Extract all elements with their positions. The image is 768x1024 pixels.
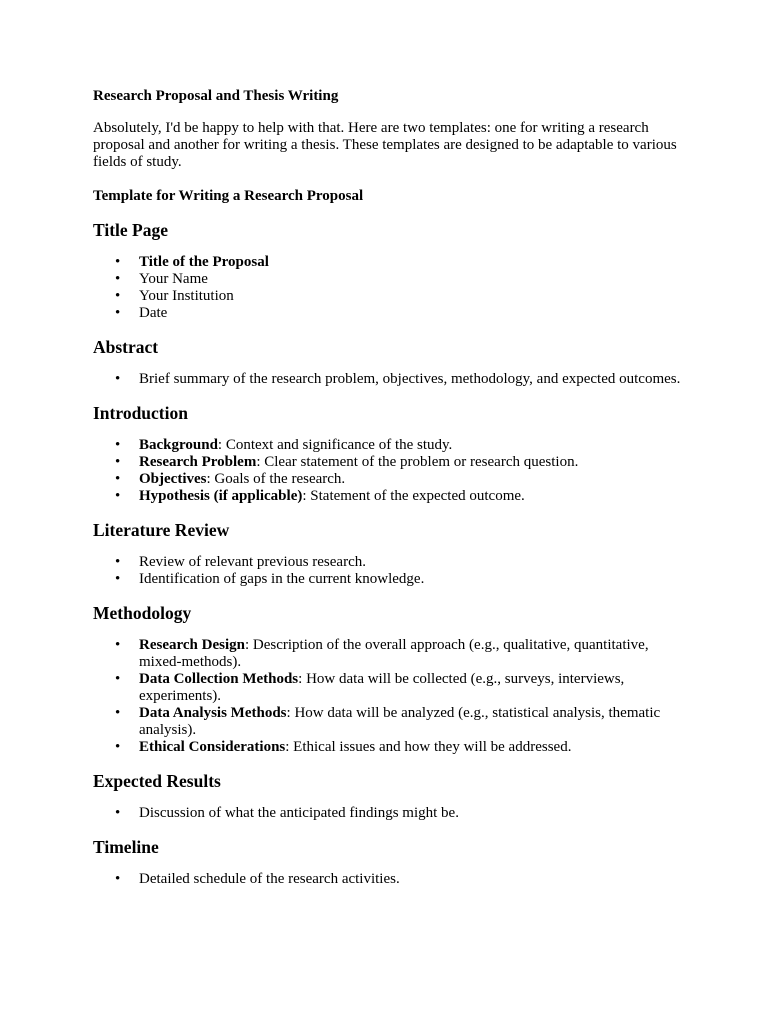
section-heading: Title Page — [93, 220, 169, 240]
list-item — [115, 805, 683, 822]
list-item — [115, 488, 683, 505]
list-item — [115, 271, 683, 288]
bullet-icon: • — [115, 454, 121, 470]
section-list — [93, 371, 683, 388]
list-item-text: : Description of the overall approach (e.g., qualitative, quantitative, mixed-methods). — [139, 637, 649, 670]
section-list — [93, 637, 683, 756]
list-item — [115, 571, 683, 588]
list-item-text: Review of relevant previous research. — [139, 554, 366, 570]
section-heading: Literature Review — [93, 520, 230, 540]
bullet-icon: • — [115, 739, 121, 755]
section-list — [93, 437, 683, 505]
list-item-text: Identification of gaps in the current knowledge. — [139, 571, 425, 587]
document-page — [93, 88, 683, 903]
list-item — [115, 288, 683, 305]
section-list — [93, 254, 683, 322]
section-heading: Timeline — [93, 837, 159, 857]
list-item — [115, 305, 683, 322]
intro-paragraph: Absolutely, I'd be happy to help with that. Here are two templates: one for writing a research proposal and another for writing a thesis. These templates are designed to be adaptable to various fields of study. — [93, 120, 677, 170]
list-item — [115, 437, 683, 454]
bullet-icon: • — [115, 254, 121, 270]
bullet-icon: • — [115, 705, 121, 721]
list-item-term: Data Analysis Methods — [139, 705, 287, 721]
list-item-term: Hypothesis (if applicable) — [139, 488, 303, 504]
list-item — [115, 637, 683, 671]
list-item-term: Objectives — [139, 471, 207, 487]
section-list — [93, 871, 683, 888]
list-item-term: Title of the Proposal — [139, 254, 269, 270]
document-title: Research Proposal and Thesis Writing — [93, 88, 339, 104]
bullet-icon: • — [115, 471, 121, 487]
list-item — [115, 371, 683, 388]
template-heading: Template for Writing a Research Proposal — [93, 188, 364, 204]
section-list — [93, 805, 683, 822]
section-heading: Introduction — [93, 403, 188, 423]
bullet-icon: • — [115, 637, 121, 653]
section-heading: Abstract — [93, 337, 159, 357]
bullet-icon: • — [115, 671, 121, 687]
bullet-icon: • — [115, 371, 121, 387]
list-item-text: Your Name — [139, 271, 208, 287]
list-item-text: : Goals of the research. — [206, 471, 346, 487]
bullet-icon: • — [115, 488, 121, 504]
list-item — [115, 739, 683, 756]
list-item — [115, 454, 683, 471]
list-item-term: Data Collection Methods — [139, 671, 299, 687]
list-item — [115, 471, 683, 488]
bullet-icon: • — [115, 871, 121, 887]
list-item — [115, 671, 683, 705]
bullet-icon: • — [115, 554, 121, 570]
list-item-term: Background — [139, 437, 218, 453]
bullet-icon: • — [115, 571, 121, 587]
list-item — [115, 705, 683, 739]
list-item-text: : How data will be analyzed (e.g., statistical analysis, thematic analysis). — [139, 705, 661, 738]
list-item-term: Research Problem — [139, 454, 257, 470]
bullet-icon: • — [115, 805, 121, 821]
list-item-term: Research Design — [139, 637, 245, 653]
list-item-text: : Statement of the expected outcome. — [302, 488, 525, 504]
bullet-icon: • — [115, 271, 121, 287]
bullet-icon: • — [115, 288, 121, 304]
list-item-text: Date — [139, 305, 168, 321]
section-heading: Methodology — [93, 603, 192, 623]
list-item — [115, 554, 683, 571]
bullet-icon: • — [115, 305, 121, 321]
sections-container — [93, 220, 683, 888]
list-item-term: Ethical Considerations — [139, 739, 286, 755]
section-heading: Expected Results — [93, 771, 221, 791]
list-item-text: : Context and significance of the study. — [217, 437, 453, 453]
bullet-icon: • — [115, 437, 121, 453]
list-item-text: Detailed schedule of the research activities. — [139, 871, 400, 887]
list-item-text: Your Institution — [139, 288, 234, 304]
list-item — [115, 254, 683, 271]
list-item-text: : How data will be collected (e.g., surveys, interviews, experiments). — [139, 671, 625, 704]
section-list — [93, 554, 683, 588]
list-item-text: : Clear statement of the problem or research question. — [256, 454, 579, 470]
list-item-text: Brief summary of the research problem, objectives, methodology, and expected outcomes. — [139, 371, 681, 387]
list-item-text: Discussion of what the anticipated findings might be. — [139, 805, 459, 821]
list-item-text: : Ethical issues and how they will be addressed. — [285, 739, 572, 755]
list-item — [115, 871, 683, 888]
